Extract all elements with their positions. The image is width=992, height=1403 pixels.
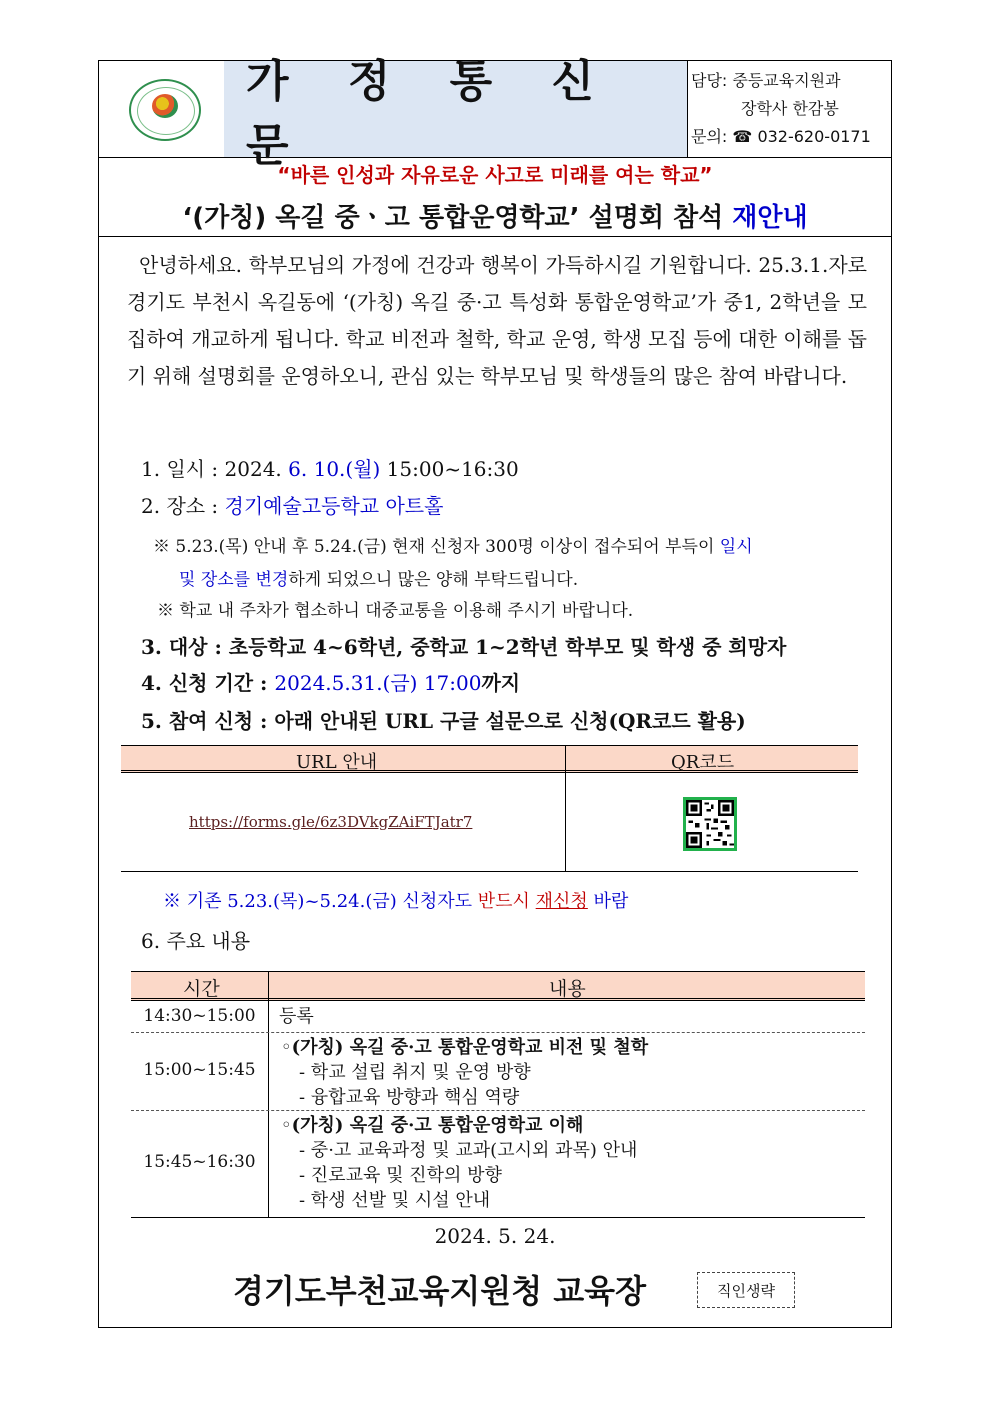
note-parking: ※ 학교 내 주차가 협소하니 대중교통을 이용해 주시기 바랍니다. bbox=[157, 601, 634, 621]
reapply-tail: 바람 bbox=[587, 891, 629, 912]
row-content bbox=[281, 1035, 648, 1110]
education-office-logo-icon bbox=[129, 79, 201, 141]
row-line: - 학생 선발 및 시설 안내 bbox=[299, 1190, 491, 1211]
reapply-notice bbox=[163, 887, 628, 913]
logo-cell bbox=[99, 61, 225, 157]
row-title: ◦(가칭) 옥길 중·고 통합운영학교 비전 및 철학 bbox=[281, 1037, 649, 1058]
page-title: 가 정 통 신 문 bbox=[246, 56, 616, 171]
item-place bbox=[141, 490, 443, 519]
contact-phone-label: 문의: bbox=[691, 127, 728, 146]
note-change-emph-2: 및 장소를 변경 bbox=[179, 570, 289, 590]
item-date bbox=[141, 453, 519, 482]
row-time: 14:30~15:00 bbox=[143, 1006, 256, 1026]
document-frame bbox=[98, 56, 892, 1328]
contact-phone: 032-620-0171 bbox=[757, 127, 871, 146]
headline bbox=[99, 197, 891, 234]
reapply-text: ※ 기존 5.23.(목)~5.24.(금) 신청자도 bbox=[163, 891, 478, 912]
url-table bbox=[121, 745, 858, 872]
row-line: - 중·고 교육과정 및 교과(고시외 과목) 안내 bbox=[299, 1140, 638, 1161]
table-row bbox=[131, 1001, 865, 1033]
row-time: 15:45~16:30 bbox=[143, 1152, 256, 1172]
contact-info bbox=[691, 67, 891, 151]
reapply-emph: 재신청 bbox=[535, 891, 588, 912]
item-date-time: 15:00~16:30 bbox=[380, 457, 519, 481]
schedule-heading: 6. 주요 내용 bbox=[141, 929, 251, 953]
row-content bbox=[281, 1113, 637, 1213]
title-cell bbox=[224, 56, 688, 171]
row-line: - 진로교육 및 진학의 방향 bbox=[299, 1165, 502, 1186]
item-place-value: 경기예술고등학교 아트홀 bbox=[224, 494, 444, 518]
survey-link[interactable]: https://forms.gle/6z3DVkgZAiFTJatr7 bbox=[189, 813, 473, 831]
url-table-header bbox=[121, 745, 858, 773]
item-apply: 5. 참여 신청 : 아래 안내된 URL 구글 설문으로 신청(QR코드 활용) bbox=[141, 709, 746, 733]
table-row bbox=[131, 1032, 865, 1111]
note-change-line1 bbox=[153, 532, 753, 557]
note-change-line2 bbox=[179, 565, 578, 590]
school-motto: “바른 인성과 자유로운 사고로 미래를 여는 학교” bbox=[277, 163, 713, 187]
divider bbox=[99, 236, 891, 237]
item-date-value: 6. 10.(월) bbox=[288, 457, 381, 481]
item-period bbox=[141, 667, 520, 696]
row-title: 등록 bbox=[279, 1006, 314, 1027]
col-qr: QR코드 bbox=[671, 752, 735, 773]
row-line: - 학교 설립 취지 및 운영 방향 bbox=[299, 1062, 531, 1083]
item-place-label: 2. 장소 : bbox=[141, 494, 225, 518]
item-target: 3. 대상 : 초등학교 4~6학년, 중학교 1~2학년 학부모 및 학생 중 희망자 bbox=[141, 635, 787, 659]
contact-dept: 담당: 중등교육지원과 bbox=[691, 71, 841, 90]
col-url: URL 안내 bbox=[296, 752, 378, 773]
intro-paragraph: 안녕하세요. 학부모님의 가정에 건강과 행복이 가득하시길 기원합니다. 25.3.1.자로 경기도 부천시 옥길동에 ‘(가칭) 옥길 중·고 특성화 통합운영학교’가 중1, 2학년을 모집하여 개교하게 됩니다. 학교 비전과 철학, 학교 운영, 학생 모집 등에 대한 이해를 돕기 위해 설명회를 운영하오니, 관심 있는 학부모님 및 학생들의 많은 참여 바랍니다. bbox=[127, 253, 867, 388]
row-line: - 융합교육 방향과 핵심 역량 bbox=[299, 1087, 520, 1108]
schedule-header bbox=[131, 971, 865, 1001]
table-row bbox=[131, 1110, 865, 1218]
note-change-emph-1: 일시 bbox=[719, 537, 753, 557]
item-date-label: 1. 일시 : 2024. bbox=[141, 457, 289, 481]
seal-omitted: 직인생략 bbox=[697, 1272, 795, 1308]
note-change-text: ※ 5.23.(목) 안내 후 5.24.(금) 현재 신청자 300명 이상이 접수되어 부득이 bbox=[153, 537, 720, 557]
header bbox=[99, 56, 891, 171]
contact-phone-row bbox=[691, 123, 891, 151]
col-time: 시간 bbox=[183, 978, 220, 1000]
item-period-suffix: 까지 bbox=[481, 671, 521, 695]
headline-main: ‘(가칭) 옥길 중ㆍ고 통합운영학교’ 설명회 참석 bbox=[182, 203, 733, 233]
issue-date: 2024. 5. 24. bbox=[434, 1224, 556, 1248]
signature: 경기도부천교육지원청 교육장 bbox=[233, 1272, 646, 1310]
headline-accent: 재안내 bbox=[732, 203, 808, 233]
row-title: ◦(가칭) 옥길 중·고 통합운영학교 이해 bbox=[281, 1115, 584, 1136]
col-content: 내용 bbox=[549, 978, 586, 1000]
qr-code-icon[interactable] bbox=[683, 797, 737, 851]
reapply-must: 반드시 bbox=[477, 891, 536, 912]
note-change-tail: 하게 되었으니 많은 양해 부탁드립니다. bbox=[288, 570, 579, 590]
phone-icon: ☎ bbox=[732, 127, 753, 146]
item-period-label: 4. 신청 기간 : bbox=[141, 671, 275, 695]
contact-person: 장학사 한감봉 bbox=[741, 99, 839, 118]
item-period-value: 2024.5.31.(금) 17:00 bbox=[274, 671, 482, 695]
row-time: 15:00~15:45 bbox=[143, 1060, 256, 1080]
